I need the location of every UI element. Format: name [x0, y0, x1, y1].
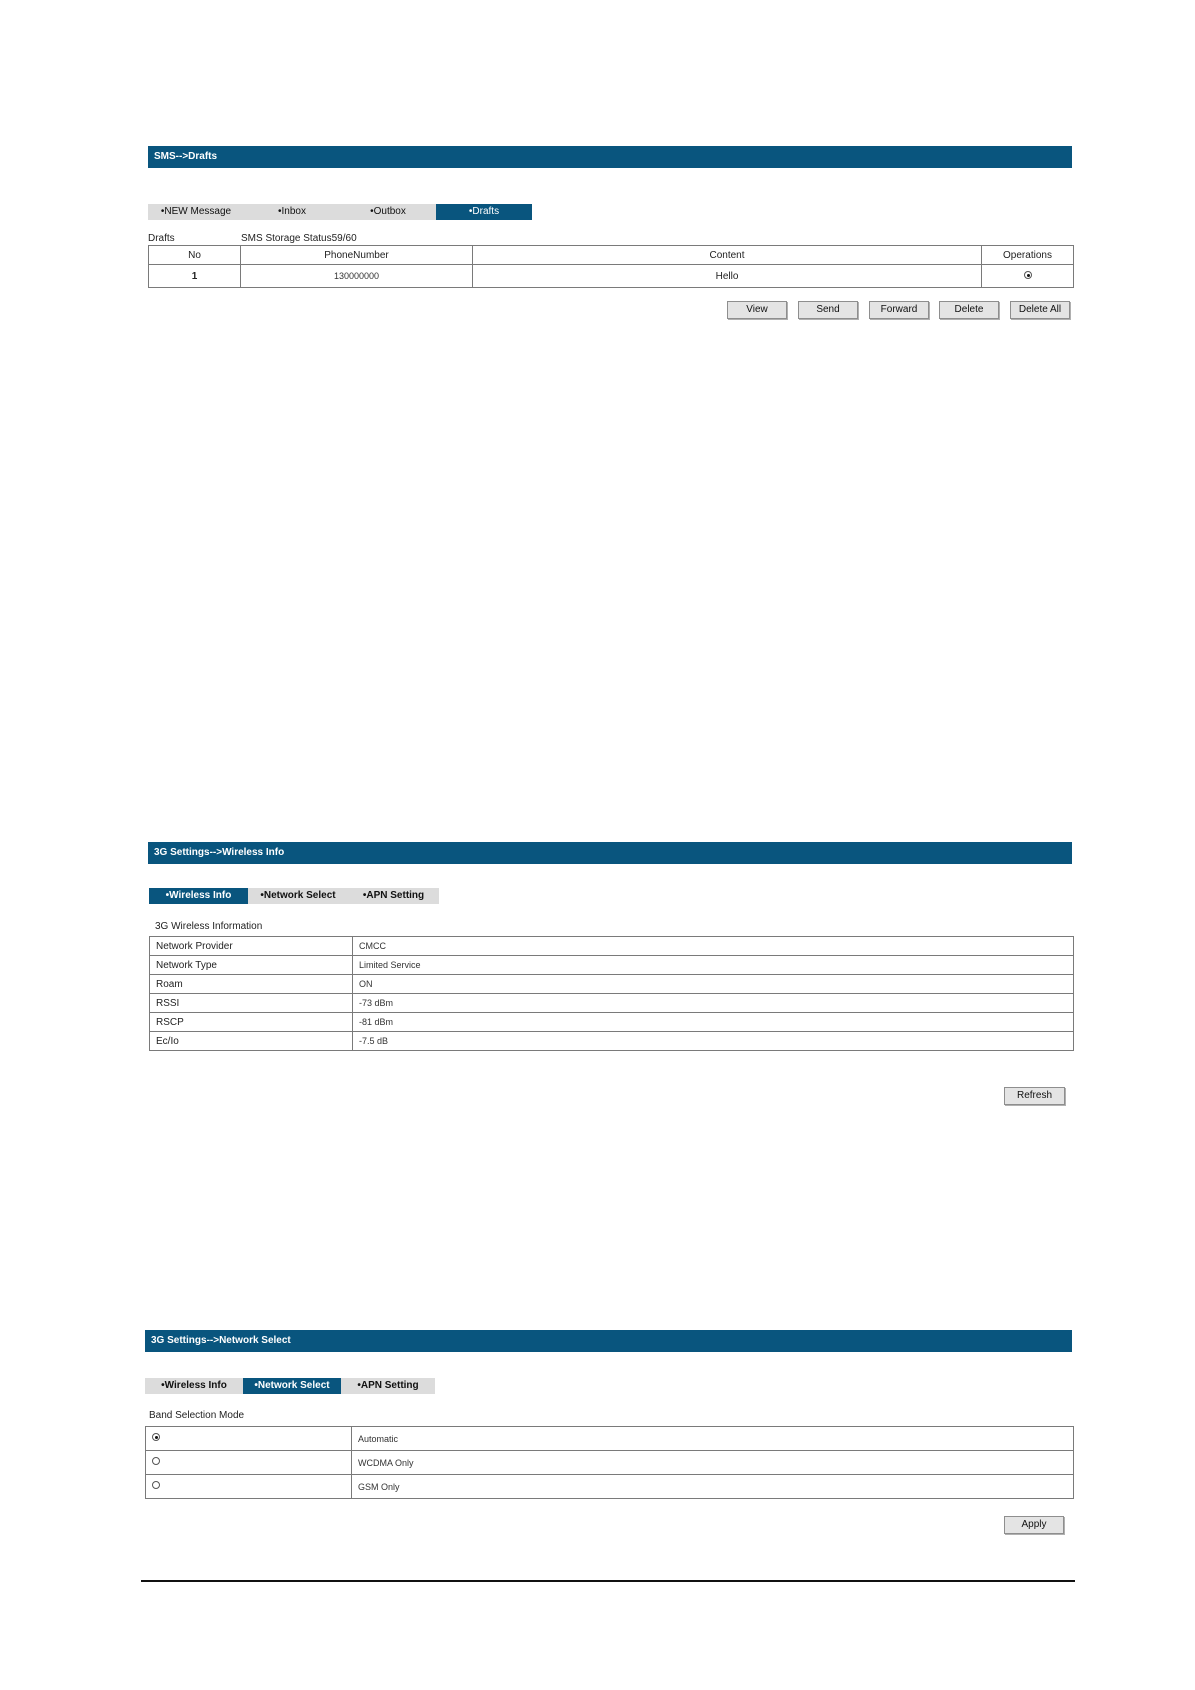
field-value: -81 dBm — [353, 1013, 1074, 1032]
forward-button[interactable]: Forward — [869, 301, 929, 319]
network-tabs — [145, 1378, 435, 1394]
row-no: 1 — [149, 265, 241, 288]
tab-new-message[interactable]: •NEW Message — [148, 204, 244, 220]
tab-apn-setting[interactable]: •APN Setting — [341, 1378, 435, 1394]
field-label: Network Provider — [150, 937, 353, 956]
field-value: -73 dBm — [353, 994, 1074, 1013]
option-label: Automatic — [352, 1427, 1074, 1451]
delete-button[interactable]: Delete — [939, 301, 999, 319]
wireless-info-title: 3G Settings-->Wireless Info — [154, 847, 285, 858]
network-select-title: 3G Settings-->Network Select — [151, 1335, 291, 1346]
field-value: -7.5 dB — [353, 1032, 1074, 1051]
tab-wireless-info[interactable]: •Wireless Info — [149, 888, 248, 904]
field-label: Ec/Io — [150, 1032, 353, 1051]
table-row[interactable] — [146, 1427, 1074, 1451]
field-label: Network Type — [150, 956, 353, 975]
column-header-no: No — [149, 246, 241, 265]
option-radio-cell — [146, 1451, 352, 1475]
gsm-only-radio[interactable] — [152, 1481, 160, 1489]
band-selection-label: Band Selection Mode — [149, 1410, 245, 1421]
drafts-label: Drafts — [148, 233, 175, 244]
wireless-info-header — [148, 842, 1072, 864]
table-row — [149, 265, 1074, 288]
tab-network-select[interactable]: •Network Select — [248, 888, 348, 904]
column-header-content: Content — [473, 246, 982, 265]
apply-button[interactable]: Apply — [1004, 1516, 1064, 1534]
sms-drafts-header — [148, 146, 1072, 168]
view-button[interactable]: View — [727, 301, 787, 319]
column-header-phone-number: PhoneNumber — [241, 246, 473, 265]
tab-wireless-info[interactable]: •Wireless Info — [145, 1378, 243, 1394]
row-select-radio[interactable] — [1024, 271, 1032, 279]
table-row[interactable] — [146, 1475, 1074, 1499]
automatic-radio[interactable] — [152, 1433, 160, 1441]
network-select-header — [145, 1330, 1072, 1352]
refresh-button[interactable]: Refresh — [1004, 1087, 1065, 1105]
table-row — [150, 956, 1074, 975]
delete-all-button[interactable]: Delete All — [1010, 301, 1070, 319]
drafts-table — [148, 245, 1074, 288]
band-selection-table — [145, 1426, 1074, 1499]
page-divider — [141, 1580, 1075, 1582]
row-operations — [982, 265, 1074, 288]
send-button[interactable]: Send — [798, 301, 858, 319]
wireless-section-label: 3G Wireless Information — [155, 921, 263, 932]
row-content: Hello — [473, 265, 982, 288]
table-row — [150, 1032, 1074, 1051]
wireless-tabs — [149, 888, 439, 904]
drafts-table-header — [149, 246, 1074, 265]
table-row — [150, 975, 1074, 994]
column-header-operations: Operations — [982, 246, 1074, 265]
option-label: GSM Only — [352, 1475, 1074, 1499]
option-radio-cell — [146, 1475, 352, 1499]
tab-apn-setting[interactable]: •APN Setting — [348, 888, 439, 904]
field-value: ON — [353, 975, 1074, 994]
table-row[interactable] — [146, 1451, 1074, 1475]
tab-network-select[interactable]: •Network Select — [243, 1378, 341, 1394]
field-value: Limited Service — [353, 956, 1074, 975]
tab-drafts[interactable]: •Drafts — [436, 204, 532, 220]
sms-tabs — [148, 204, 532, 220]
table-row — [150, 937, 1074, 956]
wireless-info-table — [149, 936, 1074, 1051]
wcdma-only-radio[interactable] — [152, 1457, 160, 1465]
table-row — [150, 1013, 1074, 1032]
tab-inbox[interactable]: •Inbox — [244, 204, 340, 220]
tab-outbox[interactable]: •Outbox — [340, 204, 436, 220]
table-row — [150, 994, 1074, 1013]
field-label: RSCP — [150, 1013, 353, 1032]
sms-drafts-title: SMS-->Drafts — [154, 151, 218, 162]
field-label: RSSI — [150, 994, 353, 1013]
option-radio-cell — [146, 1427, 352, 1451]
sms-storage-status: SMS Storage Status59/60 — [241, 233, 357, 244]
option-label: WCDMA Only — [352, 1451, 1074, 1475]
field-label: Roam — [150, 975, 353, 994]
field-value: CMCC — [353, 937, 1074, 956]
row-phone-number: 130000000 — [241, 265, 473, 288]
